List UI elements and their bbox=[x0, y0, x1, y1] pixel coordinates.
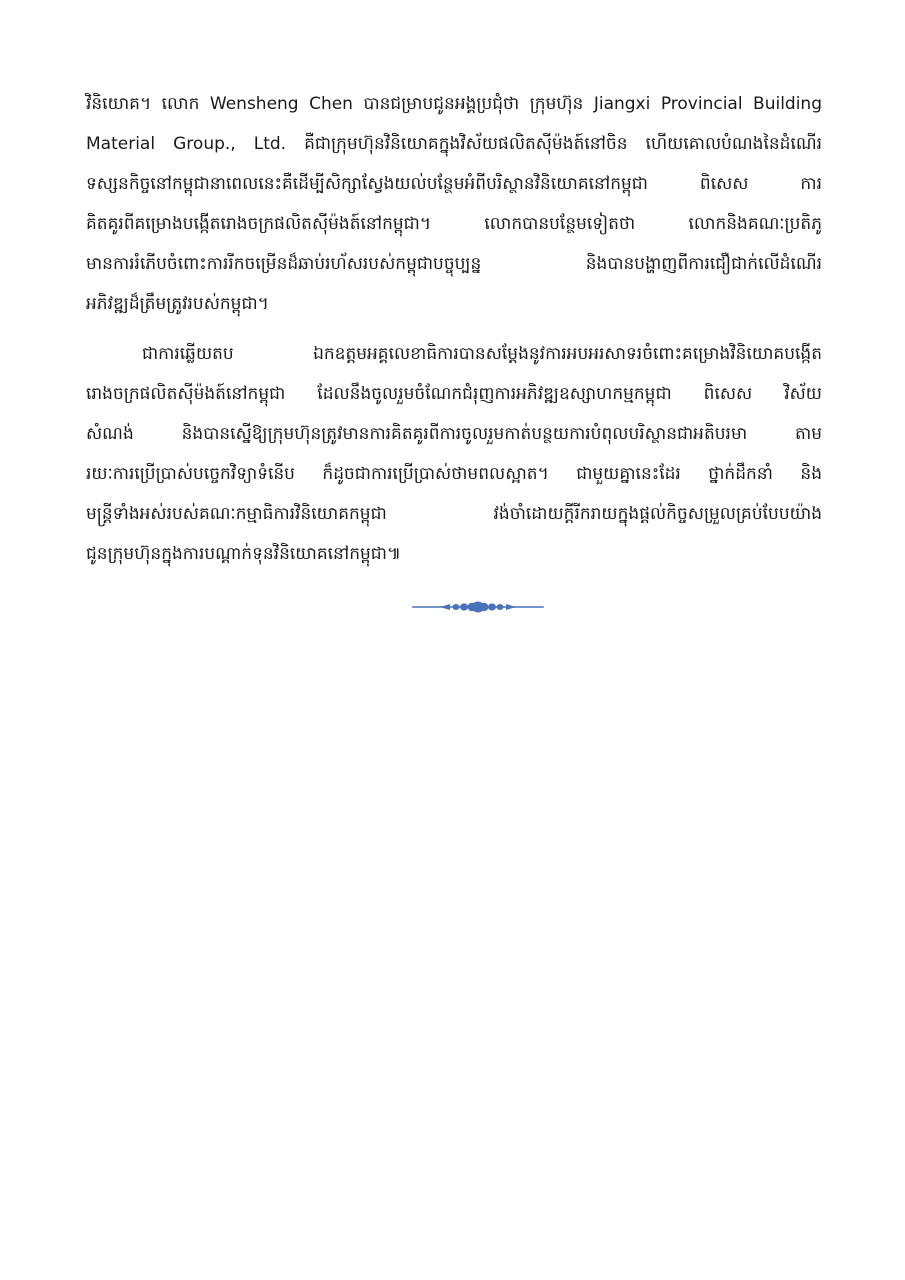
paragraph-2-line: ជូនក្រុមហ៊ុនក្នុងការបណ្តាក់ទុនវិនិយោគនៅកម្ពុជា៕ bbox=[86, 544, 402, 564]
paragraph-2 bbox=[86, 334, 822, 574]
paragraph-1 bbox=[86, 84, 822, 324]
paragraph-1-line: គិតគូរពីគម្រោងបង្កើតរោងចក្រផលិតស៊ីម៉ងត៍នៅកម្ពុជា។ លោកបានបន្ថែមទៀតថា លោកនិងគណៈប្រតិភូ bbox=[86, 214, 822, 234]
paragraph-1-line: Material Group., Ltd. គឺជាក្រុមហ៊ុនវិនិយោគក្នុងវិស័យផលិតស៊ីម៉ងត៍នៅចិន ហើយគោលបំណងនៃដំណើរ bbox=[86, 134, 822, 154]
paragraph-1-line: អភិវឌ្ឍដ៏ត្រឹមត្រូវរបស់កម្ពុជា។ bbox=[86, 294, 269, 314]
article-body bbox=[86, 84, 822, 574]
paragraph-1-line: ទស្សនកិច្ចនៅកម្ពុជានាពេលនេះគឺដើម្បីសិក្សាស្វែងយល់បន្ថែមអំពីបរិស្ថានវិនិយោគនៅកម្ពុជា ពិសេស ការ bbox=[86, 174, 822, 194]
paragraph-1-line: មានការរំភើបចំពោះការរីកចម្រើនដ៏ឆាប់រហ័សរបស់កម្ពុជាបច្ចុប្បន្ន និងបានបង្ហាញពីការជឿជាក់លើដំណើរ bbox=[86, 254, 822, 274]
paragraph-spacer bbox=[86, 324, 822, 334]
paragraph-2-line: រយៈការប្រើប្រាស់បច្ចេកវិទ្យាទំនើប ក៏ដូចជាការប្រើប្រាស់ថាមពលស្អាត។ ជាមួយគ្នានេះដែរ ថ្នាក់ដឹកនាំ និង bbox=[86, 464, 822, 484]
paragraph-2-line: មន្ត្រីទាំងអស់របស់គណៈកម្មាធិការវិនិយោគកម្ពុជា វង់ចាំដោយក្តីរីករាយក្នុងផ្តល់កិច្ចសម្រួលគ្រប់បែបយ៉ាង bbox=[86, 504, 822, 524]
paragraph-2-line: រោងចក្រផលិតស៊ីម៉ងត៍នៅកម្ពុជា ដែលនឹងចូលរួមចំណែកជំរុញការអភិវឌ្ឍឧស្សាហកម្មកម្ពុជា ពិសេស វិស័យ bbox=[86, 384, 822, 404]
paragraph-2-line: ជាការឆ្លើយតប ឯកឧត្តមអគ្គលេខាធិការបានសម្តែងនូវការអបអរសាទរចំពោះគម្រោងវិនិយោគបង្កើត bbox=[142, 344, 822, 364]
paragraph-1-line: វិនិយោគ។ លោក Wensheng Chen បានជម្រាបជូនអង្គប្រជុំថា ក្រុមហ៊ុន Jiangxi Provincial Building bbox=[86, 94, 822, 114]
paragraph-2-line: សំណង់ និងបានស្នើឱ្យក្រុមហ៊ុនត្រូវមានការគិតគូរពីការចូលរួមកាត់បន្ថយការបំពុលបរិស្ថានជាអតិបរមា តាម bbox=[86, 424, 822, 444]
decorative-divider-icon bbox=[410, 598, 546, 616]
